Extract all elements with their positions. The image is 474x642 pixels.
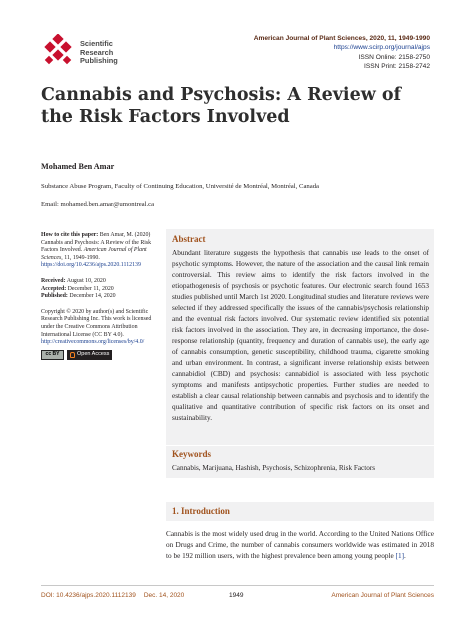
copyright-text: Copyright © 2020 by author(s) and Scientific Research Publishing Inc. This work is licensed under the Creative Commons Attribution International License (CC BY 4.0). (41, 308, 152, 338)
keywords-divider (166, 445, 434, 446)
author-email[interactable]: Email: mohamed.ben.amar@umontreal.ca (41, 201, 155, 208)
reference-link[interactable]: [1] (395, 552, 404, 561)
cc-by-badge[interactable]: cc BY (41, 350, 64, 360)
author-affiliation: Substance Abuse Program, Faculty of Continuing Education, Université de Montréal, Montréal, Canada (41, 183, 320, 190)
cite-volume: , 11, 1949-1990. (61, 254, 100, 261)
author-name: Mohamed Ben Amar (41, 162, 115, 171)
article-dates (41, 278, 159, 301)
published-label: Published: (41, 293, 68, 300)
received-date: August 10, 2020 (65, 277, 106, 284)
open-access-label: Open Access (77, 350, 110, 357)
article-title: Cannabis and Psychosis: A Review of the Risk Factors Involved (41, 85, 402, 127)
footer-doi[interactable]: DOI: 10.4236/ajps.2020.1112139 (41, 592, 136, 599)
page-number: 1949 (229, 592, 244, 599)
abstract-body: Abundant literature suggests the hypothesis that cannabis use leads to the onset of psychotic symptoms. However, the nature of the association and the causal link remain controversial. This review aims to identify the risk factors involved in the etiopathogenesis of psychosis or psychotic features. Our electronic search found 1653 studies published until March 1st 2020. Longitudinal studies and literature reviews were selected if they addressed specifically the issues of the cannabis/psychosis relationship and the eventual risk factors involved. Our systematic review identified six potential risk factors involved in the association. They are, in decreasing importance, the dose-response relationship (quantity, frequency and duration of cannabis use), the early age of cannabis consumption, genetic susceptibility, childhood trauma, cigarette smoking and urban environment. In contrast, a significant inverse relationship exists between cannabidiol (CBD) and psychosis: cannabidiol is associated with less psychotic symptoms and manifests antipsychotic properties. Further studies are needed to establish a clear causal relationship between cannabis and psychosis and to identify the qualitative and quantitative contribution of specific risk factors on its onset and sustainability. (172, 249, 429, 422)
keywords-list: Cannabis, Marijuana, Hashish, Psychosis, Schizophrenia, Risk Factors (172, 464, 376, 472)
introduction-text: Cannabis is the most widely used drug in the world. According to the United Nations Office on Drugs and Crime, the number of cannabis consumers worldwide was estimated in 2018 to be 192 million users, with the highest prevalence been among young people (166, 530, 434, 561)
open-lock-icon (70, 352, 75, 358)
scirp-logo-icon (41, 34, 75, 68)
issn-online: ISSN Online: 2158-2750 (358, 53, 430, 61)
license-link[interactable]: http://creativecommons.org/licenses/by/4.0/ (41, 339, 145, 346)
accepted-date: December 11, 2020 (66, 285, 114, 292)
published-date: December 14, 2020 (67, 293, 116, 300)
received-label: Received: (41, 277, 66, 284)
publisher-line-2: Research (80, 47, 114, 57)
cite-journal: American Journal of Plant Sciences (41, 247, 147, 261)
introduction-body (166, 529, 434, 563)
publisher-line-1: Scientific (80, 39, 113, 48)
cite-doi-link[interactable]: https://doi.org/10.4236/ajps.2020.1112139 (41, 262, 141, 269)
journal-url-link[interactable]: https://www.scirp.org/journal/ajps (333, 44, 430, 52)
copyright-notice (41, 309, 159, 347)
keywords-heading: Keywords (172, 449, 211, 459)
introduction-end: . (404, 552, 406, 561)
journal-info (254, 34, 430, 72)
footer-date: Dec. 14, 2020 (143, 592, 185, 599)
publisher-logo (41, 34, 189, 72)
issn-print: ISSN Print: 2158-2742 (364, 63, 430, 71)
footer-divider (41, 585, 434, 586)
license-badges (41, 350, 159, 360)
accepted-label: Accepted: (41, 285, 67, 292)
footer-journal: American Journal of Plant Sciences (331, 592, 434, 599)
cite-text: Ben Amar, M. (2020) Cannabis and Psychosis: A Review of the Risk Factors Involved. (41, 232, 152, 254)
introduction-heading: 1. Introduction (172, 506, 230, 516)
publisher-line-3: Publishing (80, 56, 118, 66)
cite-label: How to cite this paper: (41, 232, 99, 238)
footer-left (41, 592, 184, 599)
open-access-badge[interactable] (67, 350, 112, 360)
journal-citation-line: American Journal of Plant Sciences, 2020, 11, 1949-1990 (253, 35, 430, 42)
how-to-cite (41, 232, 159, 270)
abstract-heading: Abstract (172, 234, 206, 244)
article-sidebar (41, 232, 159, 360)
publisher-name (80, 40, 118, 66)
